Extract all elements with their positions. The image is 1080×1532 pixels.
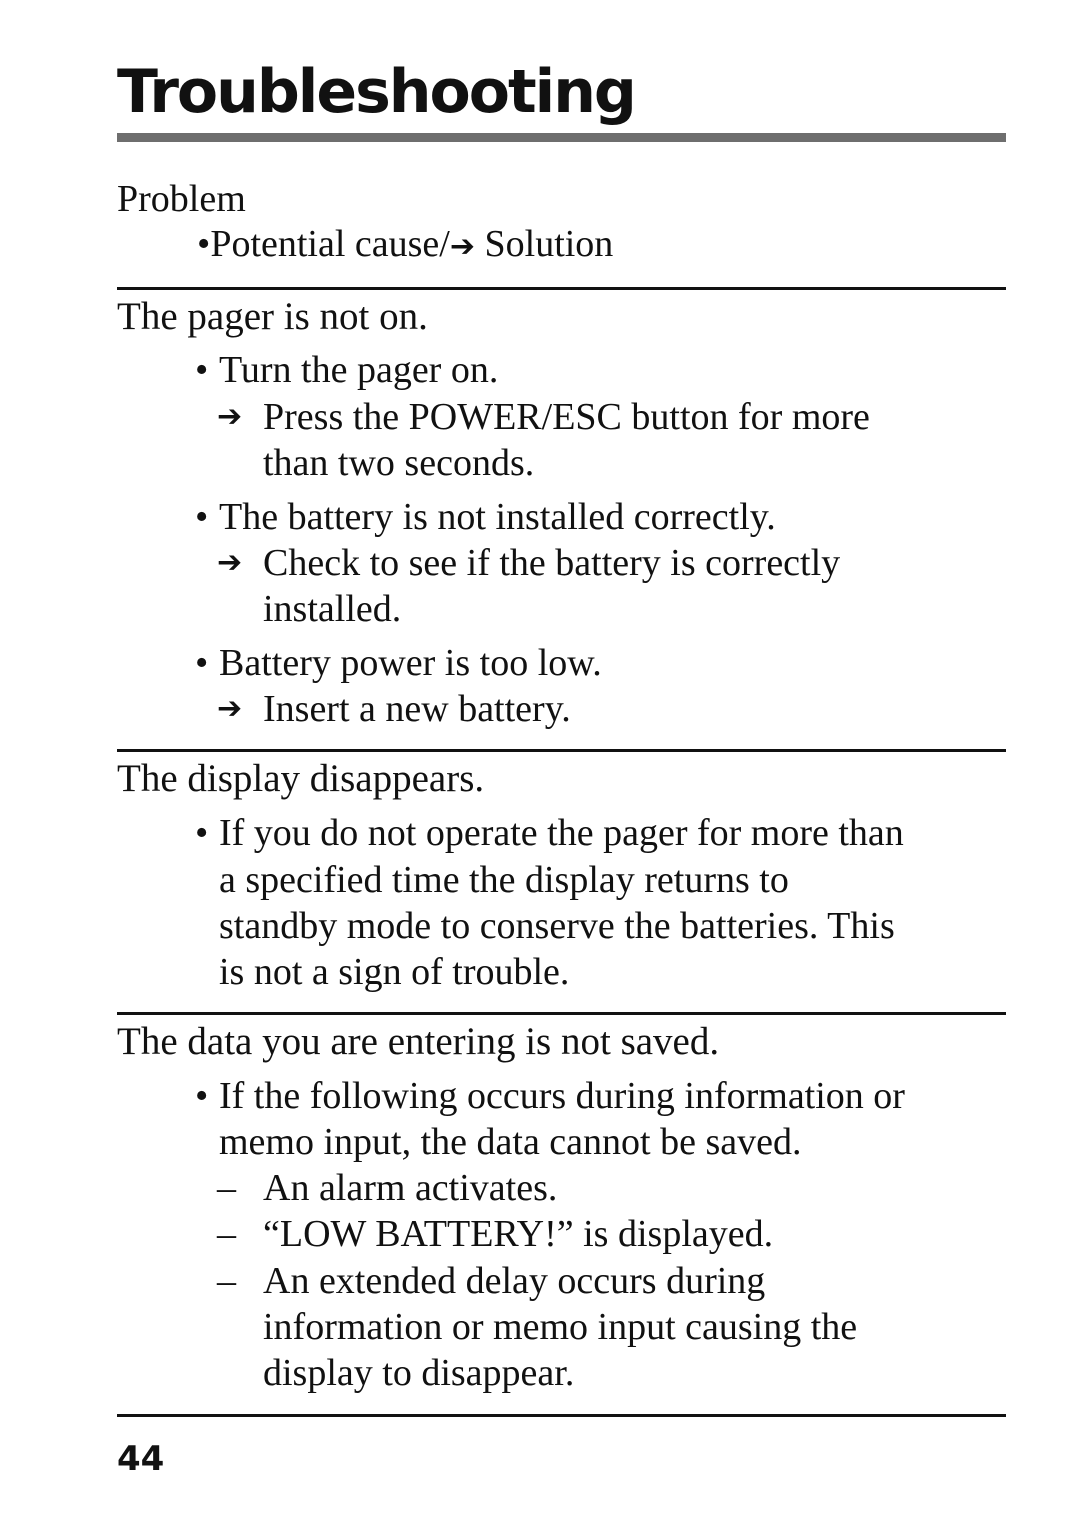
- cause-text: standby mode to conserve the batteries. This: [219, 905, 895, 947]
- arrow-right-icon: ➔: [449, 229, 475, 264]
- cause-text: Battery power is too low.: [219, 642, 602, 684]
- dash-marker: –: [217, 1167, 236, 1209]
- solution-text: Press the POWER/ESC button for more: [263, 396, 870, 438]
- legend-bullet: •: [197, 223, 211, 265]
- bullet-icon: •: [195, 1075, 209, 1117]
- cause-item: [195, 640, 602, 686]
- problem-heading: The data you are entering is not saved.: [117, 1020, 720, 1063]
- legend-solution-label: Solution: [484, 223, 614, 265]
- solution-text: than two seconds.: [263, 442, 535, 484]
- page-title: Troubleshooting: [117, 57, 635, 127]
- legend-cause-label: Potential cause/: [210, 223, 450, 265]
- list-item: An extended delay occurs during: [263, 1260, 766, 1302]
- solution-text: installed.: [263, 588, 402, 630]
- cause-text: memo input, the data cannot be saved.: [219, 1121, 802, 1163]
- cause-text: If the following occurs during information or: [219, 1075, 905, 1117]
- legend-cause-line: [197, 221, 613, 270]
- cause-item: [195, 347, 498, 393]
- dash-marker: –: [217, 1260, 236, 1302]
- solution-text: Check to see if the battery is correctly: [263, 542, 841, 584]
- title-rule: [117, 133, 1006, 142]
- arrow-right-icon: ➔: [217, 399, 243, 434]
- legend-problem-label: Problem: [117, 178, 246, 220]
- arrow-right-icon: ➔: [217, 691, 243, 726]
- arrow-right-icon: ➔: [217, 545, 243, 580]
- cause-item: [195, 494, 776, 540]
- list-item: “LOW BATTERY!” is displayed.: [263, 1213, 774, 1255]
- page-number: 44: [117, 1439, 165, 1479]
- problem-heading: The display disappears.: [117, 757, 485, 800]
- cause-text: a specified time the display returns to: [219, 859, 789, 901]
- footer-rule: [117, 1414, 1006, 1417]
- dash-marker: –: [217, 1213, 236, 1255]
- problem-heading: The pager is not on.: [117, 295, 428, 338]
- section-rule: [117, 287, 1006, 290]
- bullet-icon: •: [195, 642, 209, 684]
- cause-text: If you do not operate the pager for more than: [219, 812, 904, 854]
- list-item: An alarm activates.: [263, 1167, 558, 1209]
- cause-item: [195, 1073, 905, 1119]
- solution-text: Insert a new battery.: [263, 688, 571, 730]
- bullet-icon: •: [195, 496, 209, 538]
- bullet-icon: •: [195, 349, 209, 391]
- cause-text: Turn the pager on.: [219, 349, 499, 391]
- bullet-icon: •: [195, 812, 209, 854]
- cause-item: [195, 810, 904, 856]
- list-item: display to disappear.: [263, 1352, 575, 1394]
- section-rule: [117, 749, 1006, 752]
- list-item: information or memo input causing the: [263, 1306, 858, 1348]
- cause-text: The battery is not installed correctly.: [219, 496, 776, 538]
- section-rule: [117, 1012, 1006, 1015]
- cause-text: is not a sign of trouble.: [219, 951, 570, 993]
